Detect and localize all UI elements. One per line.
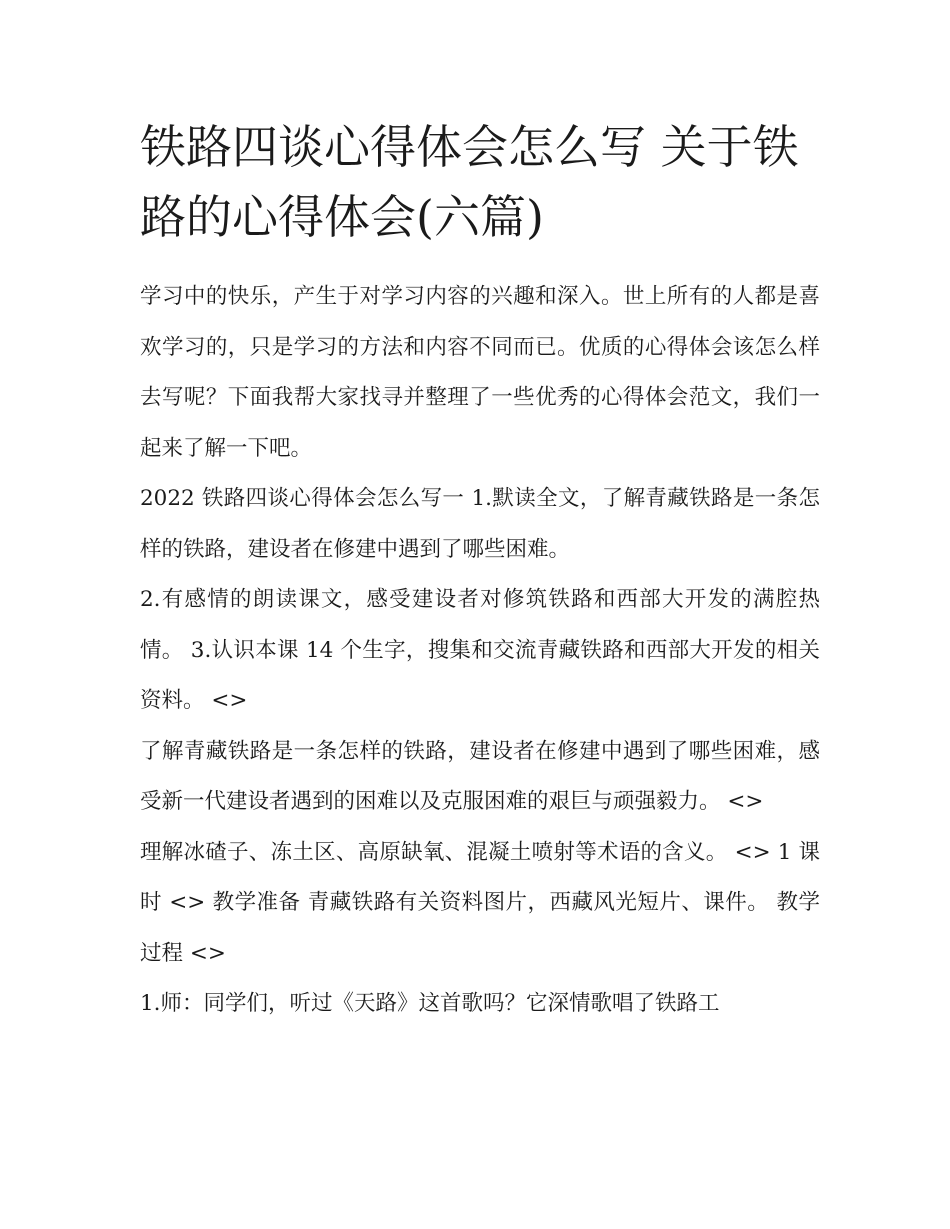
paragraph-intro: 学习中的快乐，产生于对学习内容的兴趣和深入。世上所有的人都是喜欢学习的，只是学习的方法和内容不同而已。优质的心得体会该怎么样去写呢？下面我帮大家找寻并整理了一些优秀的心得体会范文，我们一起来了解一下吧。 [140,284,820,461]
paragraph-objective-1: 2022 铁路四谈心得体会怎么写一 1.默读全文，了解青藏铁路是一条怎样的铁路，建设者在修建中遇到了哪些困难。 [140,486,820,562]
paragraph-objective-2-3: 2.有感情的朗读课文，感受建设者对修筑铁路和西部大开发的满腔热情。 3.认识本课 14 个生字，搜集和交流青藏铁路和西部大开发的相关资料。 <> [140,587,820,713]
paragraph-teaching-step-1: 1.师：同学们，听过《天路》这首歌吗？它深情歌唱了铁路工 [140,991,720,1016]
document-body [140,112,820,1030]
document-title: 铁路四谈心得体会怎么写 关于铁路的心得体会(六篇) [140,120,799,244]
paragraph-key-points: 了解青藏铁路是一条怎样的铁路，建设者在修建中遇到了哪些困难，感受新一代建设者遇到的困难以及克服困难的艰巨与顽强毅力。 <> [140,738,820,814]
paragraph-difficulty-preparation: 理解冰碴子、冻土区、高原缺氧、混凝土喷射等术语的含义。 <> 1 课时 <> 教学准备 青藏铁路有关资料图片，西藏风光短片、课件。 教学过程 <> [140,839,820,966]
